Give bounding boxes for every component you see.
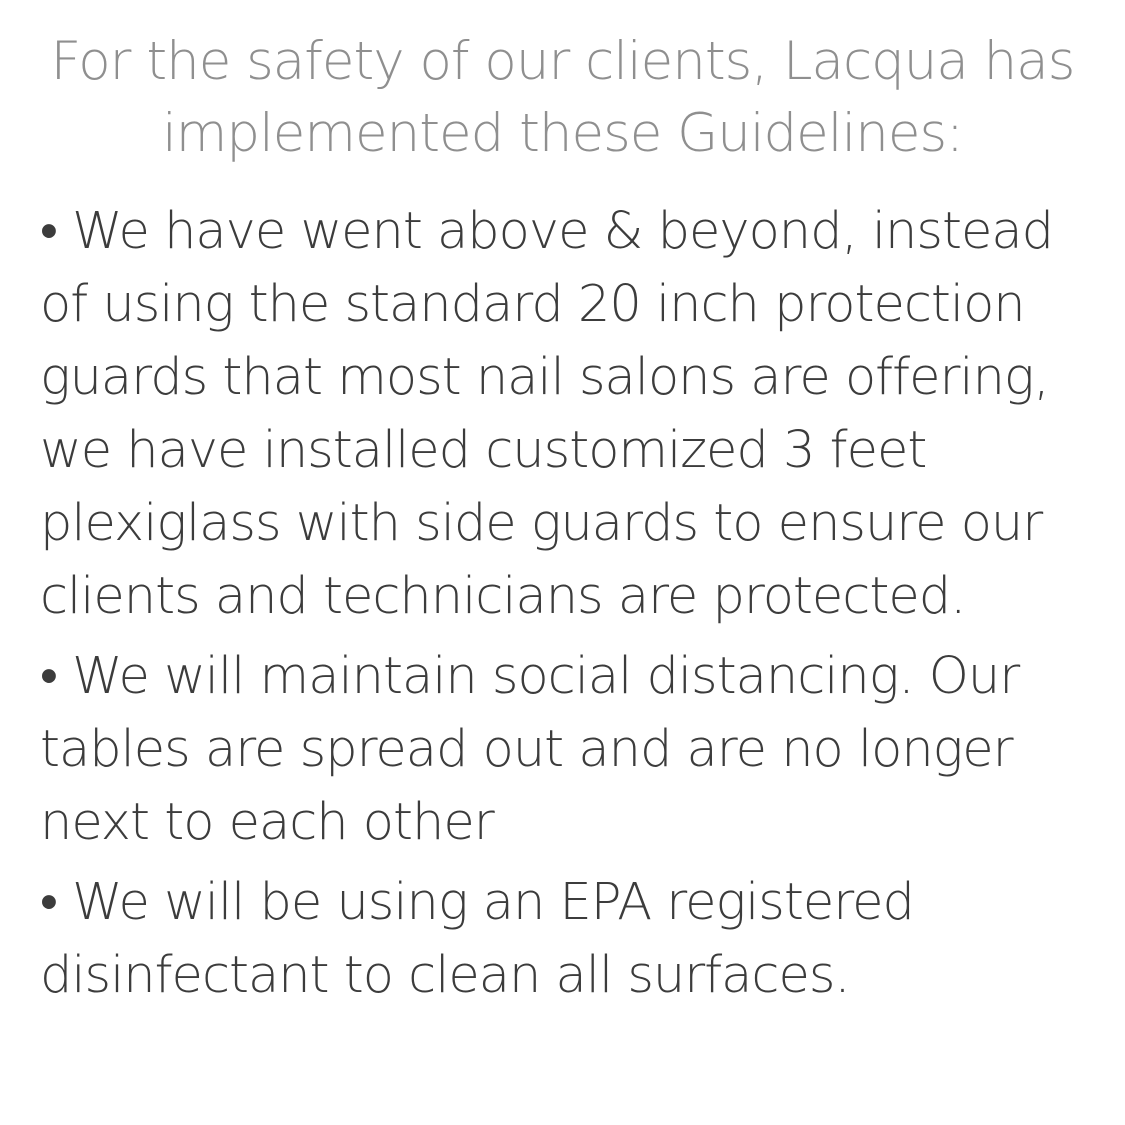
heading-line: For the safety of our clients, Lacqua has [50,31,1075,92]
guideline-line: clients and technicians are protected. [40,567,966,626]
page-heading [0,26,1125,170]
guideline-line: • We will maintain social distancing. Our [40,647,1020,706]
guideline-line: guards that most nail salons are offering, [40,348,1049,407]
guideline-line: • We have went above & beyond, instead [40,202,1053,261]
guideline-line: of using the standard 20 inch protection [40,275,1025,334]
guideline-protection-guards [40,195,1053,633]
guideline-line: we have installed customized 3 feet [40,421,927,480]
guideline-social-distancing [40,640,1019,859]
heading-line: implemented these Guidelines: [162,103,963,164]
guideline-line: disinfectant to clean all surfaces. [40,946,850,1005]
guideline-line: • We will be using an EPA registered [40,873,914,932]
guideline-disinfectant [40,866,914,1012]
guideline-line: tables are spread out and are no longer [40,720,1013,779]
guideline-line: plexiglass with side guards to ensure our [40,494,1043,553]
guideline-line: next to each other [40,793,494,852]
